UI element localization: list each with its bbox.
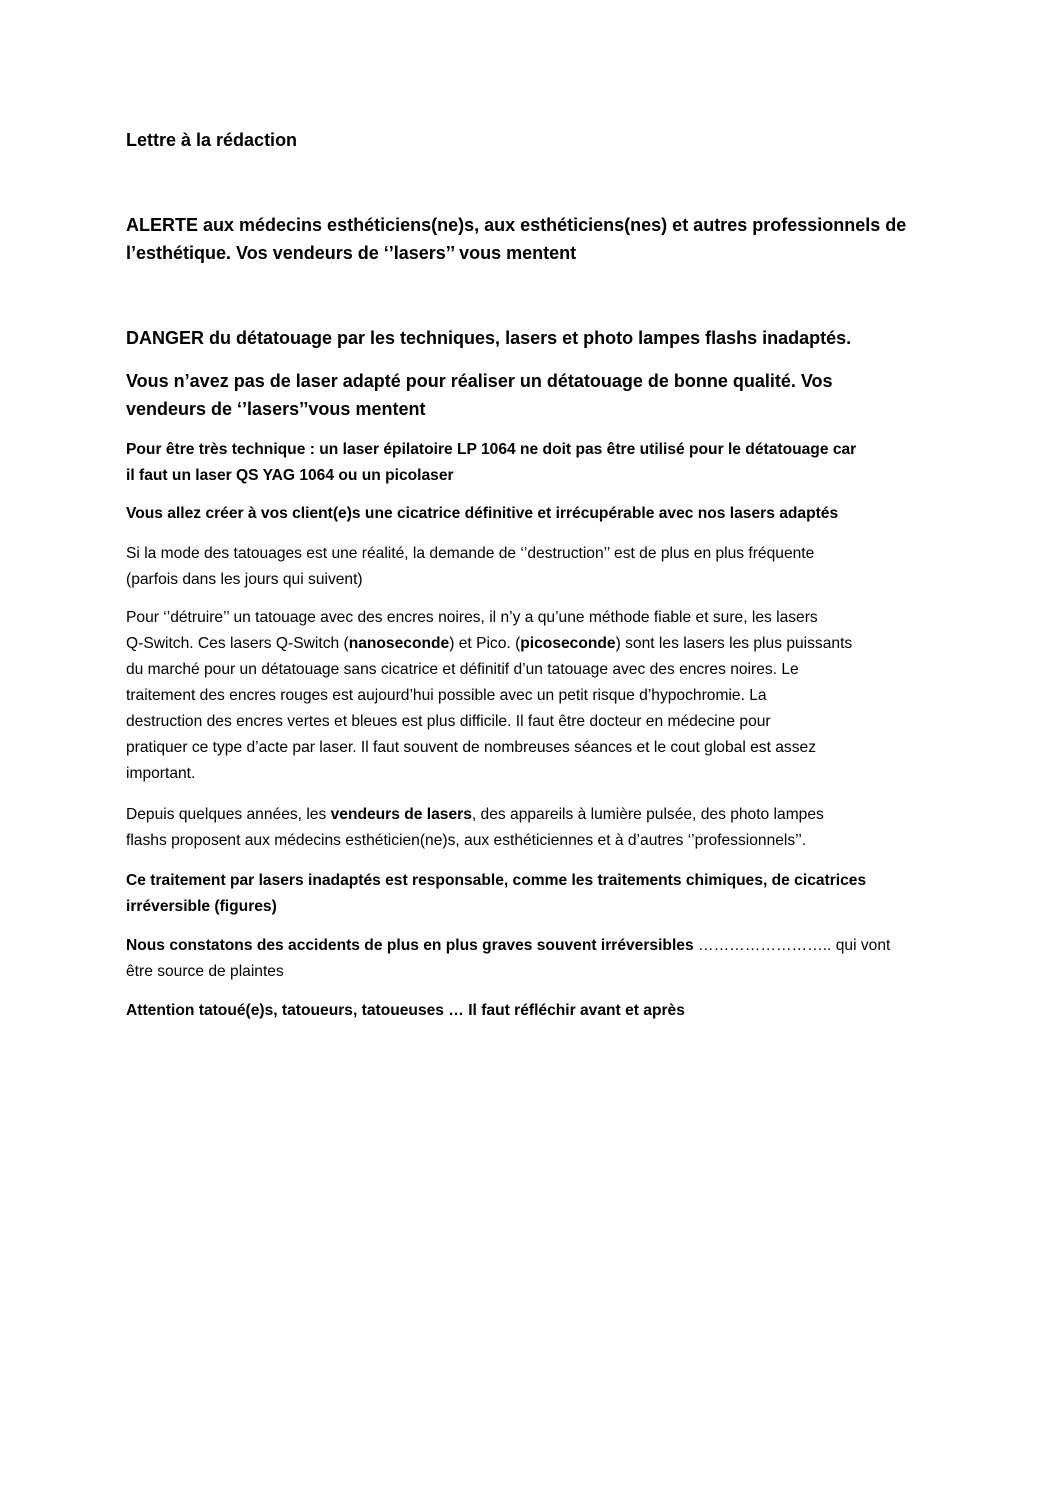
vendors-text: , des appareils à lumière pulsée, des photo lampes	[471, 806, 824, 823]
vendors-term: vendeurs de lasers	[330, 806, 472, 823]
destroy-text: ) sont les lasers les plus puissants	[615, 635, 853, 652]
accidents-emphasis: Nous constatons des accidents de plus en plus graves souvent irréversibles	[126, 937, 694, 954]
fashion-paragraph	[126, 541, 926, 593]
destroy-line-6: pratiquer ce type d’acte par laser. Il faut souvent de nombreuses séances et le cout global est assez	[126, 739, 816, 756]
technical-line-2: il faut un laser QS YAG 1064 ou un picolaser	[126, 467, 454, 484]
accidents-paragraph	[126, 933, 926, 985]
attention-line: Attention tatoué(e)s, tatoueurs, tatoueuses … Il faut réfléchir avant et après	[126, 1002, 685, 1019]
accidents-text: …………………….. qui vont	[693, 937, 891, 954]
alert-heading	[126, 211, 926, 267]
no-laser-heading	[126, 367, 926, 423]
vendors-paragraph	[126, 802, 926, 854]
destroy-line-3: du marché pour un détatouage sans cicatrice et définitif d’un tatouage avec des encres noires. Le	[126, 661, 799, 678]
nanoseconde-term: nanoseconde	[348, 635, 450, 652]
destroy-text: ) et Pico. (	[449, 635, 521, 652]
destroy-line-2	[126, 631, 926, 657]
no-laser-line-2: vendeurs de ‘’lasers’’vous mentent	[126, 399, 426, 419]
destroy-line-4: traitement des encres rouges est aujourd’hui possible avec un petit risque d’hypochromie. La	[126, 687, 767, 704]
scar-warning: Vous allez créer à vos client(e)s une cicatrice définitive et irrécupérable avec nos lasers adaptés	[126, 505, 839, 522]
destroy-text: Q-Switch. Ces lasers Q-Switch (	[126, 635, 349, 652]
technical-paragraph	[126, 437, 926, 489]
destroy-line-1: Pour ‘’détruire’’ un tatouage avec des encres noires, il n’y a qu’une méthode fiable et sure, les lasers	[126, 609, 818, 626]
fashion-line-1: Si la mode des tatouages est une réalité, la demande de ‘’destruction’’ est de plus en plus fréquente	[126, 545, 815, 562]
destroy-line-7: important.	[126, 765, 196, 782]
alert-line-2: l’esthétique. Vos vendeurs de ‘’lasers’’ vous mentent	[126, 243, 577, 263]
alert-line-1: ALERTE aux médecins esthéticiens(ne)s, aux esthéticiens(nes) et autres professionnels de	[126, 215, 907, 235]
destroy-line-5: destruction des encres vertes et bleues est plus difficile. Il faut être docteur en médecine pour	[126, 713, 771, 730]
technical-line-1: Pour être très technique : un laser épilatoire LP 1064 ne doit pas être utilisé pour le détatouage car	[126, 441, 857, 458]
treatment-paragraph	[126, 868, 926, 920]
fashion-line-2: (parfois dans les jours qui suivent)	[126, 571, 363, 588]
no-laser-line-1: Vous n’avez pas de laser adapté pour réaliser un détatouage de bonne qualité. Vos	[126, 371, 833, 391]
accidents-line-2: être source de plaintes	[126, 963, 284, 980]
accidents-line-1	[126, 933, 926, 959]
destroy-paragraph	[126, 605, 926, 787]
danger-heading: DANGER du détatouage par les techniques, lasers et photo lampes flashs inadaptés.	[126, 328, 852, 348]
picoseconde-term: picoseconde	[520, 635, 616, 652]
treatment-line-1: Ce traitement par lasers inadaptés est responsable, comme les traitements chimiques, de cicatrices	[126, 872, 867, 889]
vendors-line-2: flashs proposent aux médecins esthéticien(ne)s, aux esthéticiennes et à d’autres ‘’professionnels’’.	[126, 832, 807, 849]
letter-title: Lettre à la rédaction	[126, 130, 298, 150]
vendors-line-1	[126, 802, 926, 828]
treatment-line-2: irréversible (figures)	[126, 898, 277, 915]
vendors-text: Depuis quelques années, les	[126, 806, 331, 823]
